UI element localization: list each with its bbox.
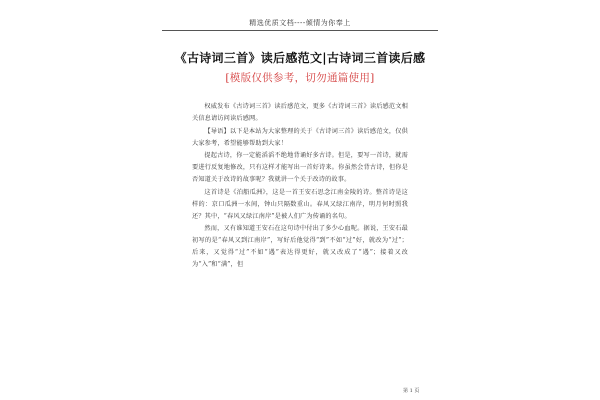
document-body — [192, 101, 408, 271]
paragraph-opening: 提起古诗，你一定能滔滔不绝地背诵好多古诗。但是，要写一首诗，就需要进行反复地修改，只有这样才能写出一首好诗来。你虽然会背古诗，但你是否知道关于改诗的故事呢？我就讲一个关于改诗的故事。 — [192, 152, 408, 184]
page-number: 第 1 页 — [403, 388, 420, 394]
document-title: 《古诗词三首》读后感范文|古诗词三首读后感 — [174, 51, 426, 65]
header-banner: 精选优质文档----倾情为你奉上 — [249, 19, 351, 27]
header-rule — [162, 30, 438, 31]
paragraph-revision: 然而，又有谁知道王安石在这句诗中付出了多少心血呢。据说，王安石最初写的是“春风又到江南岸”，写好后他觉得“到”不如“过”好，就改为“过”；后来，又觉得“过”不如“遇”表达得更好，就又改成了“遇”；接着又改为“入”和“满”，但 — [192, 225, 408, 268]
paragraph-poem: 这首诗是《泊船瓜洲》，这是一首王安石思念江南金陵的诗。整首诗是这样的：京口瓜洲一水间，钟山只隔数重山。春风又绿江南岸，明月何时照我还？其中，“春风又绿江南岸”是被人们广为传诵的名句。 — [192, 188, 408, 220]
document-subtitle: [模版仅供参考，切勿通篇使用] — [225, 72, 375, 84]
paragraph-guide: 【导语】以下是本站为大家整理的关于《古诗词三首》读后感范文，仅供大家参考，希望能够帮助到大家！ — [192, 127, 408, 147]
paragraph-intro: 权威发布《古诗词三首》读后感范文，更多《古诗词三首》读后感范文相关信息请访问读后感网。 — [192, 103, 408, 122]
